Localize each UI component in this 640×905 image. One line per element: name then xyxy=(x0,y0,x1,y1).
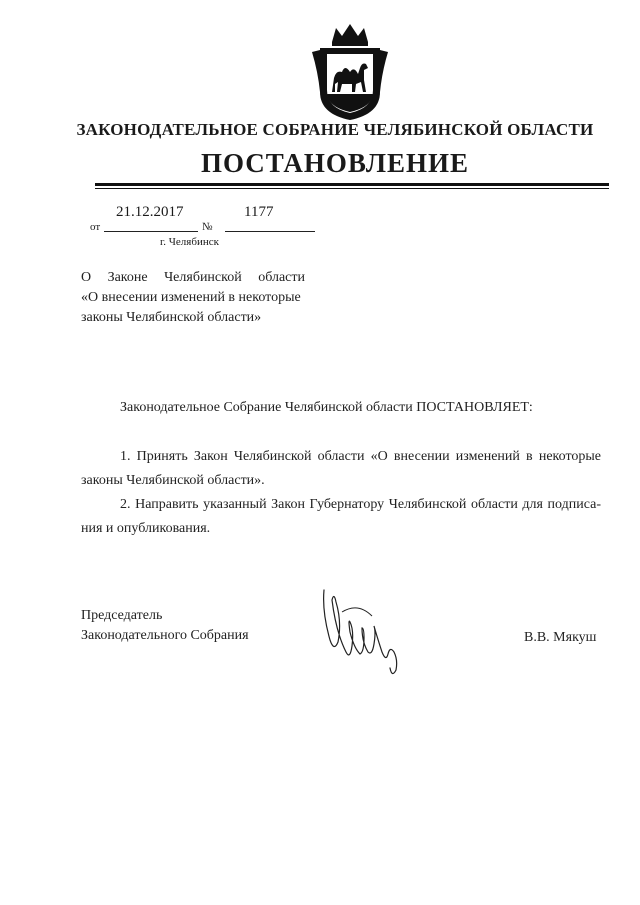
item-1-line-2: законы Челябинской области». xyxy=(81,473,265,488)
handwritten-signature-icon xyxy=(312,582,408,682)
header-divider-thin xyxy=(95,188,609,189)
item-2-line-2: ния и опубликования. xyxy=(81,521,211,536)
document-date: 21.12.2017 xyxy=(116,204,184,220)
coat-of-arms-icon xyxy=(310,22,390,122)
number-underline xyxy=(225,231,315,232)
subject-line-2: «О внесении изменений в некоторые xyxy=(81,290,301,305)
document-type-title: ПОСТАНОВЛЕНИЕ xyxy=(200,148,470,178)
item-1-line-1: 1. Принять Закон Челябинской области «О внесении изменений в некоторые xyxy=(120,449,601,464)
document-number: 1177 xyxy=(244,204,274,220)
city-label: г. Челябинск xyxy=(160,236,219,248)
subject-line-1: О Законе Челябинской области xyxy=(81,270,305,285)
signatory-title xyxy=(81,606,249,646)
signatory-title-line-2: Законодательного Собрания xyxy=(81,628,249,643)
number-label: № xyxy=(202,221,213,233)
date-underline xyxy=(104,231,198,232)
subject-block xyxy=(81,268,305,328)
subject-line-3: законы Челябинской области» xyxy=(81,310,262,325)
from-label: от xyxy=(90,221,101,233)
organization-name: ЗАКОНОДАТЕЛЬНОЕ СОБРАНИЕ ЧЕЛЯБИНСКОЙ ОБЛАСТИ xyxy=(76,120,594,139)
item-2-line-1: 2. Направить указанный Закон Губернатору Челябинской области для подписа- xyxy=(120,497,601,512)
preamble: Законодательное Собрание Челябинской области ПОСТАНОВЛЯЕТ: xyxy=(120,400,533,415)
resolution-items xyxy=(81,445,601,541)
header-divider-thick xyxy=(95,183,609,186)
signatory-title-line-1: Председатель xyxy=(81,608,163,623)
signatory-name: В.В. Мякуш xyxy=(524,630,597,645)
